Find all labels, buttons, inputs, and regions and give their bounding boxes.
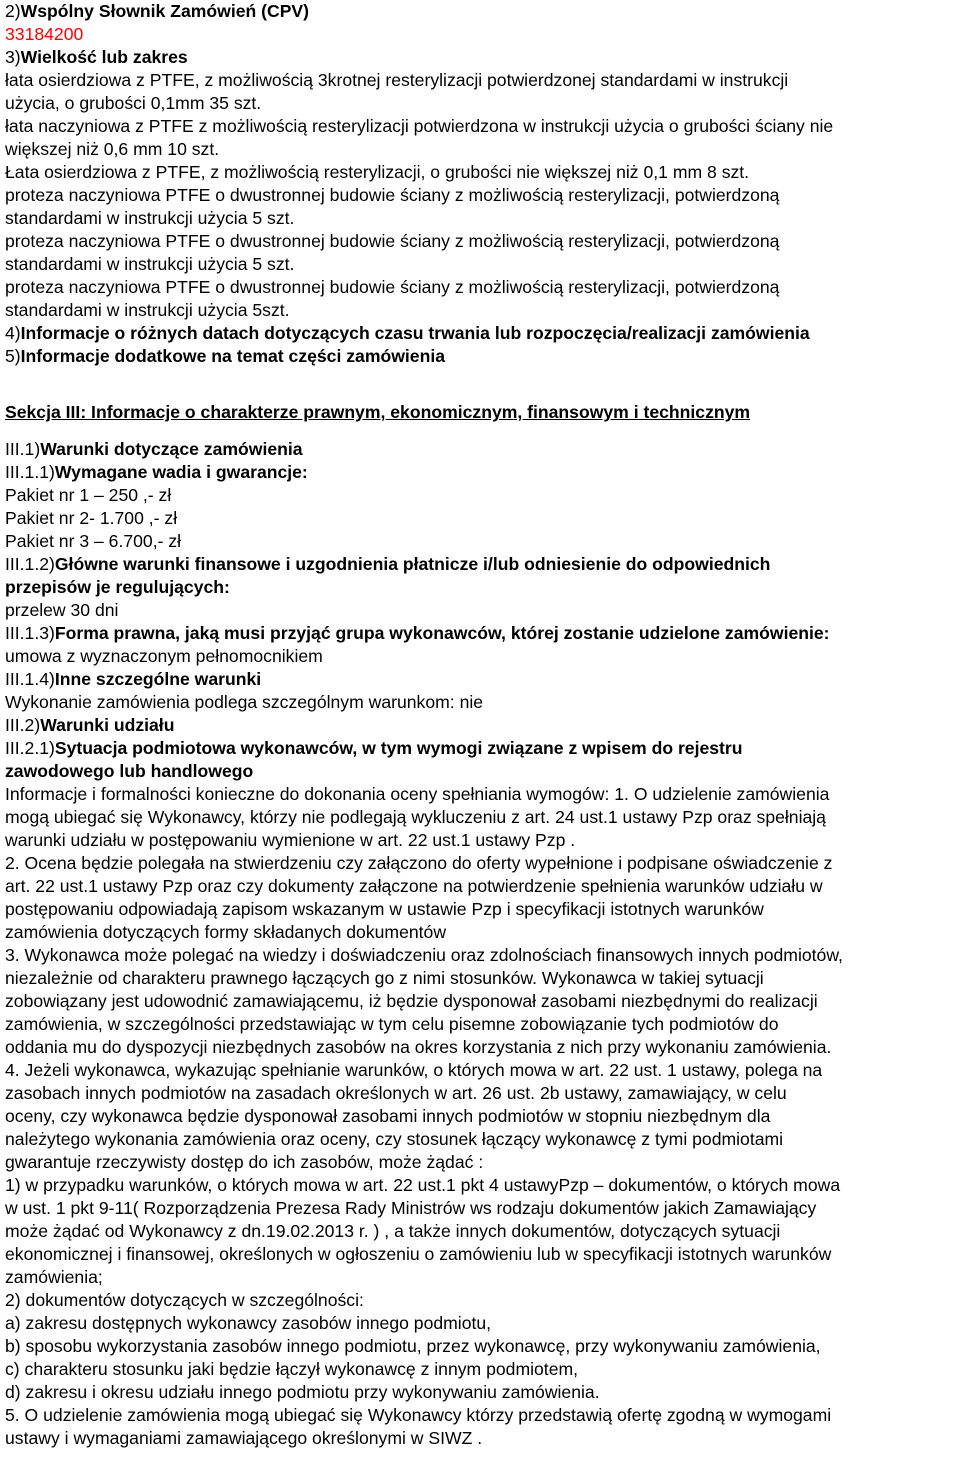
cpv-prefix: 2) — [5, 1, 21, 21]
s3-1-3-heading — [5, 622, 945, 645]
s3-1-2-prefix: III.1.2) — [5, 554, 55, 574]
info5-prefix: 5) — [5, 346, 21, 366]
s3-1-3-value: umowa z wyznaczonym pełnomocnikiem — [5, 646, 323, 666]
s3-2-1-title-line1: Sytuacja podmiotowa wykonawców, w tym wymogi związane z wpisem do rejestru — [54, 738, 743, 758]
body-line: zamówienia, w szczególności przedstawiając w tym celu pisemne zobowiązanie tych podmiotów do — [5, 1014, 779, 1034]
s3-1-2-title-line2: przepisów je regulujących: — [5, 577, 230, 597]
scope-line: łata osierdziowa z PTFE, z możliwością 3krotnej resterylizacji potwierdzonej standardami w instrukcji — [5, 70, 789, 90]
body-line: c) charakteru stosunku jaki będzie łączył wykonawcę z innym podmiotem, — [5, 1359, 579, 1379]
scope-line: proteza naczyniowa PTFE o dwustronnej budowie ściany z możliwością resterylizacji, potwierdzoną — [5, 185, 780, 205]
body-line: oceny, czy wykonawca będzie dysponował zasobami innych podmiotów w stopniu niezbędnym dla — [5, 1106, 771, 1126]
s3-1-title: Warunki dotyczące zamówienia — [40, 439, 303, 459]
cpv-title: Wspólny Słownik Zamówień (CPV) — [20, 1, 310, 21]
info4-prefix: 4) — [5, 323, 21, 343]
body-line: należytego wykonania zamówienia oraz oceny, czy stosunek łączący wykonawcę z tymi podmiotami — [5, 1129, 784, 1149]
scope-line: użycia, o grubości 0,1mm 35 szt. — [5, 93, 262, 113]
body-line: zamówienia dotyczących formy składanych dokumentów — [5, 922, 447, 942]
s3-1-1-title: Wymagane wadia i gwarancje: — [54, 462, 308, 482]
scope-line: standardami w instrukcji użycia 5 szt. — [5, 254, 295, 274]
info4-title: Informacje o różnych datach dotyczących czasu trwania lub rozpoczęcia/realizacji zamówienia — [20, 323, 810, 343]
scope-list — [5, 69, 945, 322]
s3-1-4-value: Wykonanie zamówienia podlega szczególnym warunkom: nie — [5, 692, 484, 712]
wadium-item: Pakiet nr 1 – 250 ,- zł — [5, 485, 172, 505]
body-line: warunki udziału w postępowaniu wymienione w art. 22 ust.1 ustawy Pzp . — [5, 830, 576, 850]
s3-1-heading — [5, 438, 945, 461]
body-line: zamówienia; — [5, 1267, 103, 1287]
s3-1-2-value: przelew 30 dni — [5, 600, 119, 620]
body-line: 2. Ocena będzie polegała na stwierdzeniu czy załączono do oferty wypełnione i podpisane oświadczenie z — [5, 853, 833, 873]
s3-2-heading — [5, 714, 945, 737]
body-line: zasobach innych podmiotów na zasadach określonych w art. 26 ust. 2b ustawy, zamawiający, w celu — [5, 1083, 787, 1103]
scope-line: proteza naczyniowa PTFE o dwustronnej budowie ściany z możliwością resterylizacji, potwierdzoną — [5, 231, 780, 251]
s3-2-1-prefix: III.2.1) — [5, 738, 55, 758]
body-line: niezależnie od charakteru prawnego łączących go z nimi stosunków. Wykonawca w takiej sytuacji — [5, 968, 764, 988]
scope-line: łata naczyniowa z PTFE z możliwością resterylizacji potwierdzona w instrukcji użycia o grubości ściany nie — [5, 116, 834, 136]
section3-title: Sekcja III: Informacje o charakterze prawnym, ekonomicznym, finansowym i technicznym — [5, 402, 751, 422]
s3-1-4-title: Inne szczególne warunki — [54, 669, 262, 689]
s3-2-1-heading — [5, 737, 945, 760]
body-line: 2) dokumentów dotyczących w szczególności: — [5, 1290, 364, 1310]
body-line: 5. O udzielenie zamówienia mogą ubiegać się Wykonawcy którzy przedstawią ofertę zgodną w wymogami — [5, 1405, 832, 1425]
scope-title: Wielkość lub zakres — [20, 47, 188, 67]
body-line: może żądać od Wykonawcy z dn.19.02.2013 r. ) , a także innych dokumentów, dotyczących sytuacji — [5, 1221, 781, 1241]
body-line: 3. Wykonawca może polegać na wiedzy i doświadczeniu oraz zdolnościach finansowych innych podmiotów, — [5, 945, 843, 965]
body-line: gwarantuje rzeczywisty dostęp do ich zasobów, może żądać : — [5, 1152, 484, 1172]
info5-title: Informacje dodatkowe na temat części zamówienia — [20, 346, 445, 366]
body-line: ekonomicznej i finansowej, określonych w ogłoszeniu o zamówieniu lub w specyfikacji istotnych warunków — [5, 1244, 832, 1264]
s3-1-1-heading — [5, 461, 945, 484]
body-line: a) zakresu dostępnych wykonawcy zasobów innego podmiotu, — [5, 1313, 492, 1333]
body-line: postępowaniu odpowiadają zapisom wskazanym w ustawie Pzp i specyfikacji istotnych warunków — [5, 899, 764, 919]
body-line: art. 22 ust.1 ustawy Pzp oraz czy dokumenty załączone na potwierdzenie spełnienia warunków udziału w — [5, 876, 823, 896]
body-line: 4. Jeżeli wykonawca, wykazując spełnianie warunków, o których mowa w art. 22 ust. 1 ustawy, polega na — [5, 1060, 823, 1080]
body-line: ustawy i wymaganiami zamawiającego określonymi w SIWZ . — [5, 1428, 483, 1448]
body-line: Informacje i formalności konieczne do dokonania oceny spełniania wymogów: 1. O udzielenie zamówienia — [5, 784, 830, 804]
scope-heading — [5, 46, 945, 69]
s3-1-3-prefix: III.1.3) — [5, 623, 55, 643]
scope-line: standardami w instrukcji użycia 5 szt. — [5, 208, 295, 228]
scope-line: większej niż 0,6 mm 10 szt. — [5, 139, 220, 159]
s3-1-4-prefix: III.1.4) — [5, 669, 55, 689]
body-line: d) zakresu i okresu udziału innego podmiotu przy wykonywaniu zamówienia. — [5, 1382, 600, 1402]
body-line: mogą ubiegać się Wykonawcy, którzy nie podlegają wykluczeniu z art. 24 ust.1 ustawy Pzp oraz spełniają — [5, 807, 826, 827]
s3-1-2-title-line1: Główne warunki finansowe i uzgodnienia płatnicze i/lub odniesienie do odpowiednich — [54, 554, 771, 574]
body-line: w ust. 1 pkt 9-11( Rozporządzenia Prezesa Rady Ministrów ws rodzaju dokumentów jakich Zamawiający — [5, 1198, 817, 1218]
s3-1-2-heading — [5, 553, 945, 576]
s3-1-4-heading — [5, 668, 945, 691]
scope-line: standardami w instrukcji użycia 5szt. — [5, 300, 290, 320]
s3-2-1-title-line2: zawodowego lub handlowego — [5, 761, 254, 781]
body-line: 1) w przypadku warunków, o których mowa w art. 22 ust.1 pkt 4 ustawyPzp – dokumentów, o których mowa — [5, 1175, 841, 1195]
conditions-body — [5, 783, 945, 1450]
scope-prefix: 3) — [5, 47, 21, 67]
scope-line: proteza naczyniowa PTFE o dwustronnej budowie ściany z możliwością resterylizacji, potwierdzoną — [5, 277, 780, 297]
s3-2-prefix: III.2) — [5, 715, 41, 735]
body-line: zobowiązany jest udowodnić zamawiającemu, iż będzie dysponował zasobami niezbędnymi do realizacji — [5, 991, 818, 1011]
s3-1-prefix: III.1) — [5, 439, 41, 459]
s3-1-3-title: Forma prawna, jaką musi przyjąć grupa wykonawców, której zostanie udzielone zamówienie: — [54, 623, 830, 643]
cpv-code: 33184200 — [5, 24, 84, 44]
cpv-heading — [5, 0, 945, 23]
s3-2-title: Warunki udziału — [40, 715, 175, 735]
wadium-item: Pakiet nr 2- 1.700 ,- zł — [5, 508, 178, 528]
wadium-item: Pakiet nr 3 – 6.700,- zł — [5, 531, 182, 551]
s3-1-1-prefix: III.1.1) — [5, 462, 55, 482]
scope-line: Łata osierdziowa z PTFE, z możliwością resterylizacji, o grubości nie większej niż 0,1 mm 8 szt. — [5, 162, 750, 182]
body-line: oddania mu do dyspozycji niezbędnych zasobów na okres korzystania z nich przy wykonaniu zamówienia. — [5, 1037, 832, 1057]
info5-heading — [5, 345, 945, 368]
body-line: b) sposobu wykorzystania zasobów innego podmiotu, przez wykonawcę, przy wykonywaniu zamówienia, — [5, 1336, 821, 1356]
info4-heading — [5, 322, 945, 345]
